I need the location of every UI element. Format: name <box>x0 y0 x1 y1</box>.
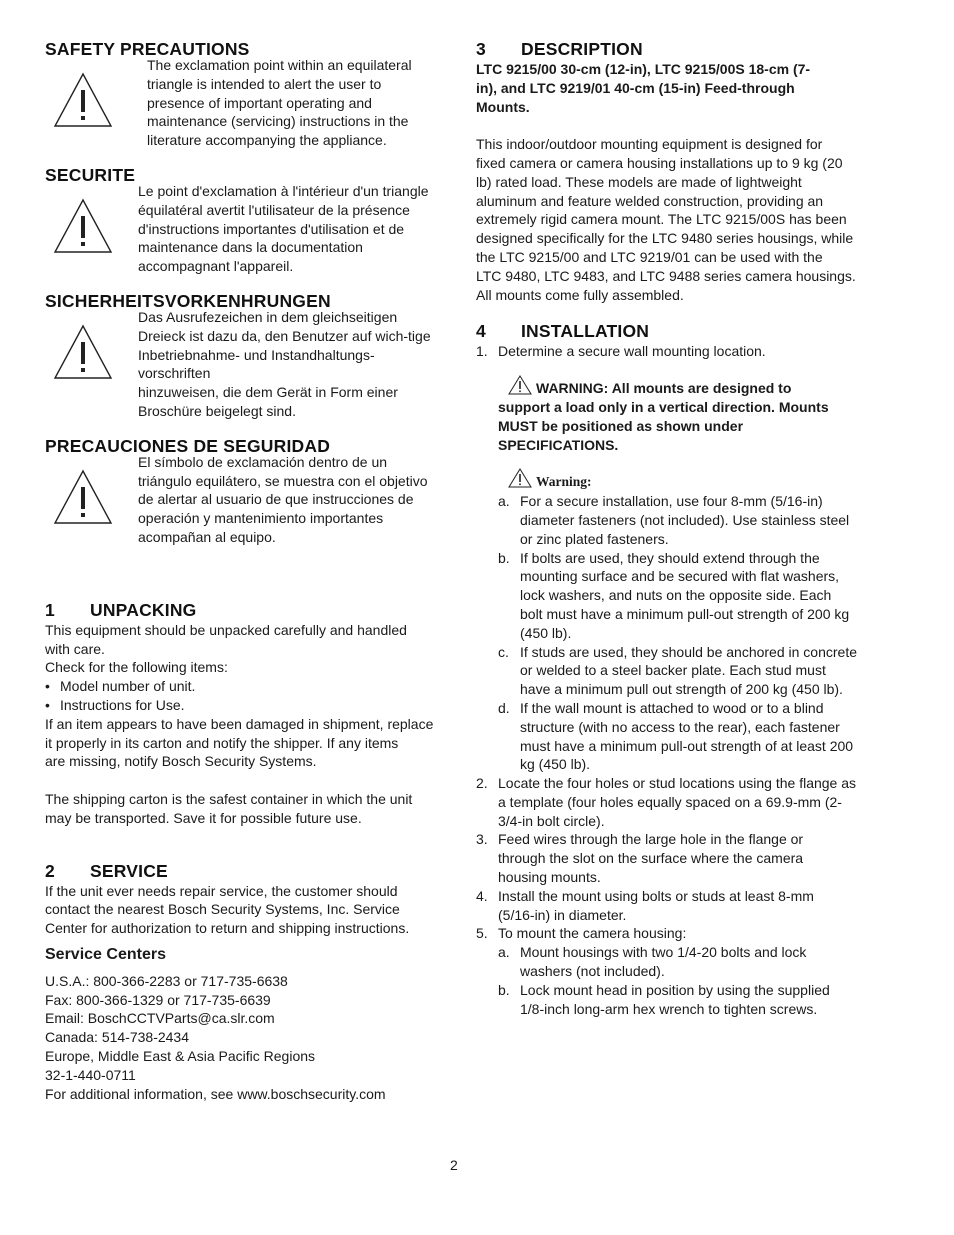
text-line: Broschüre beigelegt sind. <box>138 402 296 419</box>
text-line: Das Ausrufezeichen in dem gleichseitigen <box>138 308 398 325</box>
text-line: acompañan al equipo. <box>138 528 276 545</box>
unpacking-body <box>45 621 445 828</box>
sub-label: b. <box>498 981 510 998</box>
step-text <box>498 774 856 830</box>
step-item <box>476 924 872 943</box>
text-line: aluminum and feature welded construction, providing an <box>476 192 824 209</box>
text-line: housing mounts. <box>498 869 601 886</box>
service-body <box>45 882 445 938</box>
left-column <box>45 38 445 1103</box>
text-line: (5/16-in) in diameter. <box>498 906 627 923</box>
sicherheit-section <box>45 290 445 421</box>
step-text <box>498 887 814 925</box>
sub-text <box>520 699 853 774</box>
text-line: have a minimum pull out strength of 200 kg (450 lb). <box>520 681 843 698</box>
sicherheit-heading: SICHERHEITSVORKENHRUNGEN <box>45 290 331 311</box>
text-line: are missing, notify Bosch Security Systems. <box>45 753 317 770</box>
step-label: 2. <box>476 775 488 792</box>
text-line: For additional information, see www.boschsecurity.com <box>45 1085 386 1102</box>
sub-item <box>498 643 872 699</box>
section-number: 3 <box>476 39 486 59</box>
text-line: mounting surface and be secured with flat washers, <box>520 568 840 585</box>
text-line: 32-1-440-0711 <box>45 1066 136 1083</box>
sub-text <box>520 549 849 643</box>
sub-text <box>520 943 806 981</box>
list-item <box>45 696 445 715</box>
warning-triangle-icon <box>508 468 532 488</box>
unpacking-section <box>45 599 445 828</box>
warning-notice <box>498 375 872 454</box>
text-line: All mounts come fully assembled. <box>476 286 684 303</box>
list-item-text: Instructions for Use. <box>60 696 185 713</box>
text-line: lock washers, and nuts on the opposite side. Each <box>520 587 832 604</box>
description-body <box>476 135 872 304</box>
description-section <box>476 38 872 304</box>
step-label: 1. <box>476 343 488 360</box>
text-line: Canada: 514-738-2434 <box>45 1029 190 1046</box>
text-line: (450 lb). <box>520 624 572 641</box>
sub-text <box>520 643 857 699</box>
text-line: 1/8-inch long-arm hex wrench to tighten screws. <box>520 1000 818 1017</box>
service-centers-list <box>45 972 445 1104</box>
text-line: maintenance dans la documentation <box>138 239 363 256</box>
unpacking-heading <box>45 599 445 621</box>
sicherheit-block <box>45 308 445 421</box>
precauciones-section <box>45 435 445 547</box>
text-line: or zinc plated fasteners. <box>520 530 669 547</box>
text-line: through the slot on the surface where the camera <box>498 850 804 867</box>
description-subtitle <box>476 60 872 116</box>
section-number: 1 <box>45 599 55 620</box>
step-item <box>476 774 872 830</box>
text-line: must have a minimum pull-out strength of at least 200 <box>520 737 854 754</box>
text-line: designed specifically for the LTC 9480 series housings, while <box>476 230 854 247</box>
service-centers-heading: Service Centers <box>45 945 166 963</box>
text-line: MUST be positioned as shown under <box>498 417 744 434</box>
installation-heading <box>476 320 872 342</box>
sub-label: a. <box>498 493 510 510</box>
sub-item <box>498 943 872 981</box>
text-line: Dreieck ist dazu da, den Benutzer auf wich-tige <box>138 327 431 344</box>
sub-label: b. <box>498 549 510 566</box>
text-line: operación y mantenimiento importantes <box>138 510 384 527</box>
text-line: with care. <box>45 640 105 657</box>
warning-triangle-icon <box>53 198 113 254</box>
safety-heading: SAFETY PRECAUTIONS <box>45 39 250 59</box>
warning-triangle-icon <box>508 375 532 395</box>
precauciones-text <box>138 453 428 547</box>
text-line: bolt must have a minimum pull-out strength of 200 kg <box>520 605 850 622</box>
section-number: 4 <box>476 321 486 342</box>
service-section <box>45 860 445 1104</box>
warning-triangle-icon <box>53 324 113 380</box>
text-line: contact the nearest Bosch Security Systems, Inc. Service <box>45 901 400 918</box>
list-item-text: Model number of unit. <box>60 678 196 695</box>
step-item <box>476 830 872 886</box>
text-line: If the unit ever needs repair service, the customer should <box>45 882 398 899</box>
text-line: équilatéral avertit l'utilisateur de la présence <box>138 201 410 218</box>
text-line: Email: BoschCCTVParts@ca.slr.com <box>45 1010 275 1027</box>
step-label: 4. <box>476 887 488 904</box>
step-item <box>476 887 872 925</box>
step-text: Determine a secure wall mounting location. <box>498 343 766 360</box>
text-line: If bolts are used, they should extend through the <box>520 549 820 566</box>
text-line: diameter fasteners (not included). Use stainless steel <box>520 511 850 528</box>
text-line: If an item appears to have been damaged in shipment, replace <box>45 715 434 732</box>
warning-label-text: Warning: <box>536 474 592 490</box>
section-title: UNPACKING <box>90 599 197 620</box>
text-line: The exclamation point within an equilateral <box>147 57 412 73</box>
text-line: maintenance (servicing) instructions in the <box>147 113 409 130</box>
text-line: lb) rated load. These models are made of lightweight <box>476 173 802 190</box>
text-line: may be transported. Save it for possible future use. <box>45 809 362 826</box>
service-heading <box>45 860 445 882</box>
text-line: literature accompanying the appliance. <box>147 132 387 149</box>
description-heading <box>476 38 872 60</box>
text-line: structure (with no access to the rear), each fastener <box>520 718 840 735</box>
text-line: Fax: 800-366-1329 or 717-735-6639 <box>45 991 271 1008</box>
text-line: El símbolo de exclamación dentro de un <box>138 453 388 470</box>
step-item <box>476 342 872 361</box>
sub-item <box>498 492 872 548</box>
sub-label: a. <box>498 944 510 961</box>
step-text <box>498 924 686 943</box>
text-line: Check for the following items: <box>45 659 228 676</box>
text-line: support a load only in a vertical direction. Mounts <box>498 398 829 415</box>
section-title: SERVICE <box>90 860 168 881</box>
right-column <box>476 38 872 1018</box>
safety-block <box>45 57 445 150</box>
text-line: it properly in its carton and notify the shipper. If any items <box>45 734 399 751</box>
text-line: If the wall mount is attached to wood or to a blind <box>520 699 824 716</box>
text-line: washers (not included). <box>520 963 665 980</box>
step-text <box>498 830 803 886</box>
safety-text <box>147 56 412 150</box>
text-line: accompagnant l'appareil. <box>138 258 294 275</box>
securite-block <box>45 182 445 276</box>
warning-label <box>498 468 872 492</box>
text-line: For a secure installation, use four 8-mm (5/16-in) <box>520 493 823 510</box>
warning-triangle-icon <box>53 469 113 525</box>
text-line: SPECIFICATIONS. <box>498 436 619 453</box>
text-line: presence of important operating and <box>147 94 372 111</box>
text-line: Lock mount head in position by using the supplied <box>520 981 830 998</box>
text-line: fixed camera or camera housing installations up to 9 kg (20 <box>476 154 843 171</box>
sub-label: c. <box>498 643 509 660</box>
text-line: This equipment should be unpacked carefully and handled <box>45 621 407 638</box>
warning-first-line <box>498 375 872 398</box>
safety-section <box>45 38 445 150</box>
text-line: 3/4-in bolt circle). <box>498 812 605 829</box>
text-line: LTC 9480, LTC 9483, and LTC 9488 series camera housings. <box>476 267 856 284</box>
text-line: hinzuweisen, die dem Gerät in Form einer <box>138 384 398 401</box>
text-line: If studs are used, they should be anchored in concrete <box>520 643 857 660</box>
step-label: 3. <box>476 831 488 848</box>
text-line: triángulo equilátero, se muestra con el objetivo <box>138 472 428 489</box>
sicherheit-text <box>138 308 445 421</box>
securite-heading: SECURITE <box>45 164 136 185</box>
text-line: WARNING: All mounts are designed to <box>536 380 792 397</box>
text-line: kg (450 lb). <box>520 756 591 773</box>
list-item <box>45 677 445 696</box>
page-number: 2 <box>450 1157 458 1173</box>
housing-sublist <box>498 943 872 1018</box>
text-line: the LTC 9215/00 and LTC 9219/01 can be used with the <box>476 248 823 265</box>
precauciones-heading: PRECAUCIONES DE SEGURIDAD <box>45 435 331 456</box>
sub-item <box>498 549 872 643</box>
text-line: d'instructions importantes d'utilisation et de <box>138 220 405 237</box>
section-title: INSTALLATION <box>521 321 650 342</box>
fastener-sublist <box>498 492 872 774</box>
sub-item <box>498 981 872 1019</box>
text-line: Feed wires through the large hole in the flange or <box>498 831 804 848</box>
sub-text <box>520 981 830 1019</box>
text-line: Mount housings with two 1/4-20 bolts and lock <box>520 944 807 961</box>
text-line: Mounts. <box>476 98 530 115</box>
precauciones-block <box>45 453 445 547</box>
checklist <box>45 677 445 715</box>
text-line: This indoor/outdoor mounting equipment is designed for <box>476 136 823 153</box>
text-line: extremely rigid camera mount. The LTC 9215/00S has been <box>476 211 847 228</box>
warning-triangle-icon <box>53 72 113 128</box>
securite-section <box>45 164 445 276</box>
step-label: 5. <box>476 925 488 942</box>
text-line: U.S.A.: 800-366-2283 or 717-735-6638 <box>45 972 288 989</box>
text-line: LTC 9215/00 30-cm (12-in), LTC 9215/00S 18-cm (7- <box>476 61 811 77</box>
text-line: Le point d'exclamation à l'intérieur d'un triangle <box>138 182 429 199</box>
text-line: To mount the camera housing: <box>498 925 687 942</box>
text-line: Europe, Middle East & Asia Pacific Regions <box>45 1048 316 1065</box>
sub-item <box>498 699 872 774</box>
text-line: The shipping carton is the safest container in which the unit <box>45 790 413 807</box>
text-line: in), and LTC 9219/01 40-cm (15-in) Feed-through <box>476 79 795 96</box>
text-line: triangle is intended to alert the user to <box>147 75 382 92</box>
text-line: a template (four holes equally spaced on a 69.9-mm (2- <box>498 793 842 810</box>
sub-text <box>520 492 849 548</box>
section-title: DESCRIPTION <box>521 39 643 59</box>
text-line: Install the mount using bolts or studs at least 8-mm <box>498 887 814 904</box>
text-line: Center for authorization to return and shipping instructions. <box>45 920 410 937</box>
sub-label: d. <box>498 699 510 716</box>
installation-section <box>476 320 872 1018</box>
text-line: Locate the four holes or stud locations using the flange as <box>498 775 857 792</box>
text-line: Inbetriebnahme- und Instandhaltungs-vorschriften <box>138 346 375 382</box>
text-line: de alertar al usuario de que instrucciones de <box>138 491 414 508</box>
securite-text <box>138 182 429 276</box>
section-number: 2 <box>45 860 55 881</box>
text-line: or welded to a steel backer plate. Each stud must <box>520 662 826 679</box>
